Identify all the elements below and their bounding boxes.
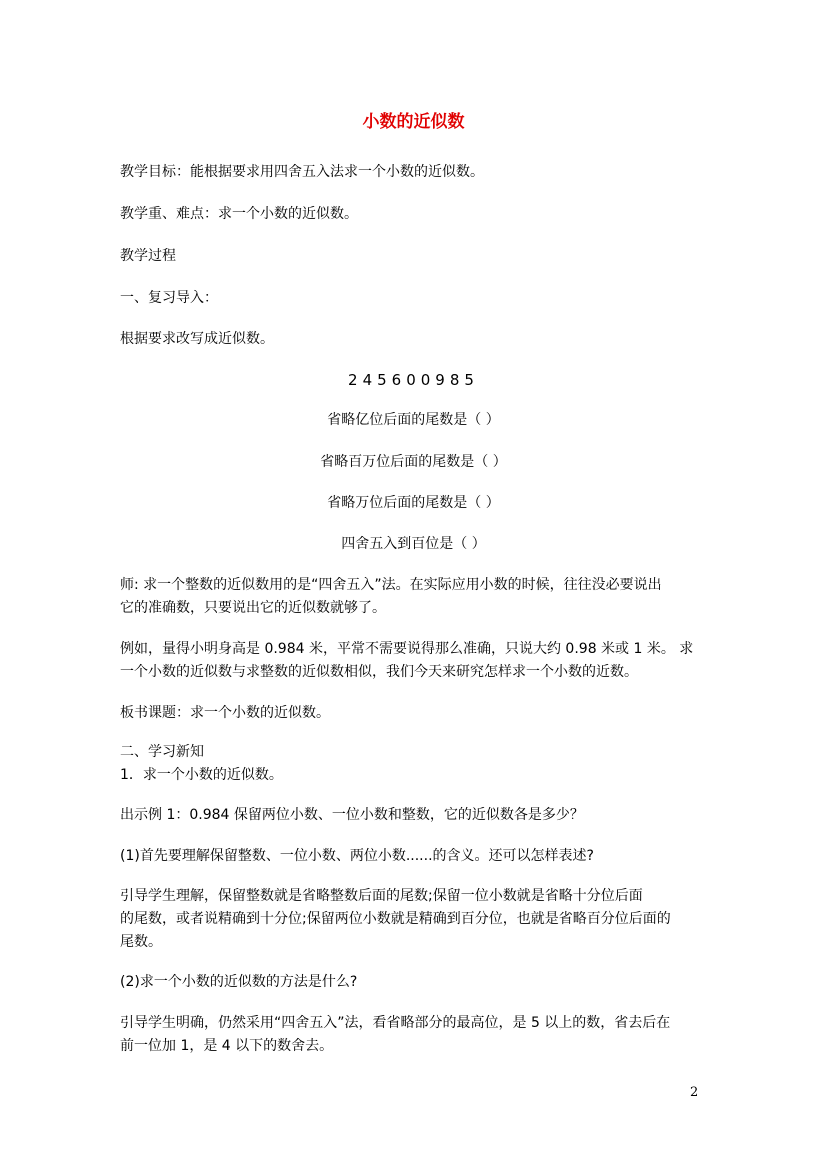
paragraph-line: 例如，量得小明身高是 0.984 米，平常不需要说得那么准确，只说大约 0.98 米或 1 米。 求	[120, 641, 694, 657]
question-1: 省略亿位后面的尾数是（ ）	[327, 412, 500, 428]
paragraph-line: 一个小数的近似数与求整数的近似数相似，我们今天来研究怎样求一个小数的近数。	[120, 664, 638, 680]
section-review: 一、复习导入：	[120, 290, 218, 306]
paragraph-line: 师: 求一个整数的近似数用的是“四舍五入”法。在实际应用小数的时候，往往没必要说出	[120, 577, 662, 593]
paragraph-line: 引导学生理解，保留整数就是省略整数后面的尾数;保留一位小数就是省略十分位后面	[120, 888, 643, 904]
subsection-1: 1．求一个小数的近似数。	[120, 767, 283, 783]
instruction-text: 根据要求改写成近似数。	[120, 331, 274, 347]
teaching-goal: 教学目标：能根据要求用四舍五入法求一个小数的近似数。	[120, 164, 484, 180]
key-points: 教学重、难点：求一个小数的近似数。	[120, 206, 358, 222]
document-title: 小数的近似数	[362, 112, 465, 132]
question-2: 省略百万位后面的尾数是（ ）	[320, 454, 507, 470]
example-number: 245600985	[348, 371, 479, 389]
example-1: 出示例 1：0.984 保留两位小数、一位小数和整数，它的近似数各是多少？	[120, 807, 584, 823]
step-2: (2)求一个小数的近似数的方法是什么?	[120, 974, 358, 990]
paragraph-line: 引导学生明确，仍然采用“四舍五入”法，看省略部分的最高位，是 5 以上的数，省去后在	[120, 1015, 671, 1031]
paragraph-line: 前一位加 1，是 4 以下的数舍去。	[120, 1038, 334, 1054]
page-number: 2	[690, 1085, 699, 1100]
board-title: 板书课题：求一个小数的近似数。	[120, 705, 330, 721]
section-process: 教学过程	[120, 248, 176, 264]
paragraph-line: 的尾数，或者说精确到十分位;保留两位小数就是精确到百分位，也就是省略百分位后面的	[120, 911, 671, 927]
paragraph-line: 它的准确数，只要说出它的近似数就够了。	[120, 600, 386, 616]
paragraph-line: 尾数。	[120, 934, 162, 950]
section-new-knowledge: 二、学习新知	[120, 744, 204, 760]
step-1: (1)首先要理解保留整数、一位小数、两位小数......的含义。还可以怎样表述?	[120, 848, 594, 864]
question-3: 省略万位后面的尾数是（ ）	[327, 495, 500, 511]
question-4: 四舍五入到百位是（ ）	[341, 536, 486, 552]
